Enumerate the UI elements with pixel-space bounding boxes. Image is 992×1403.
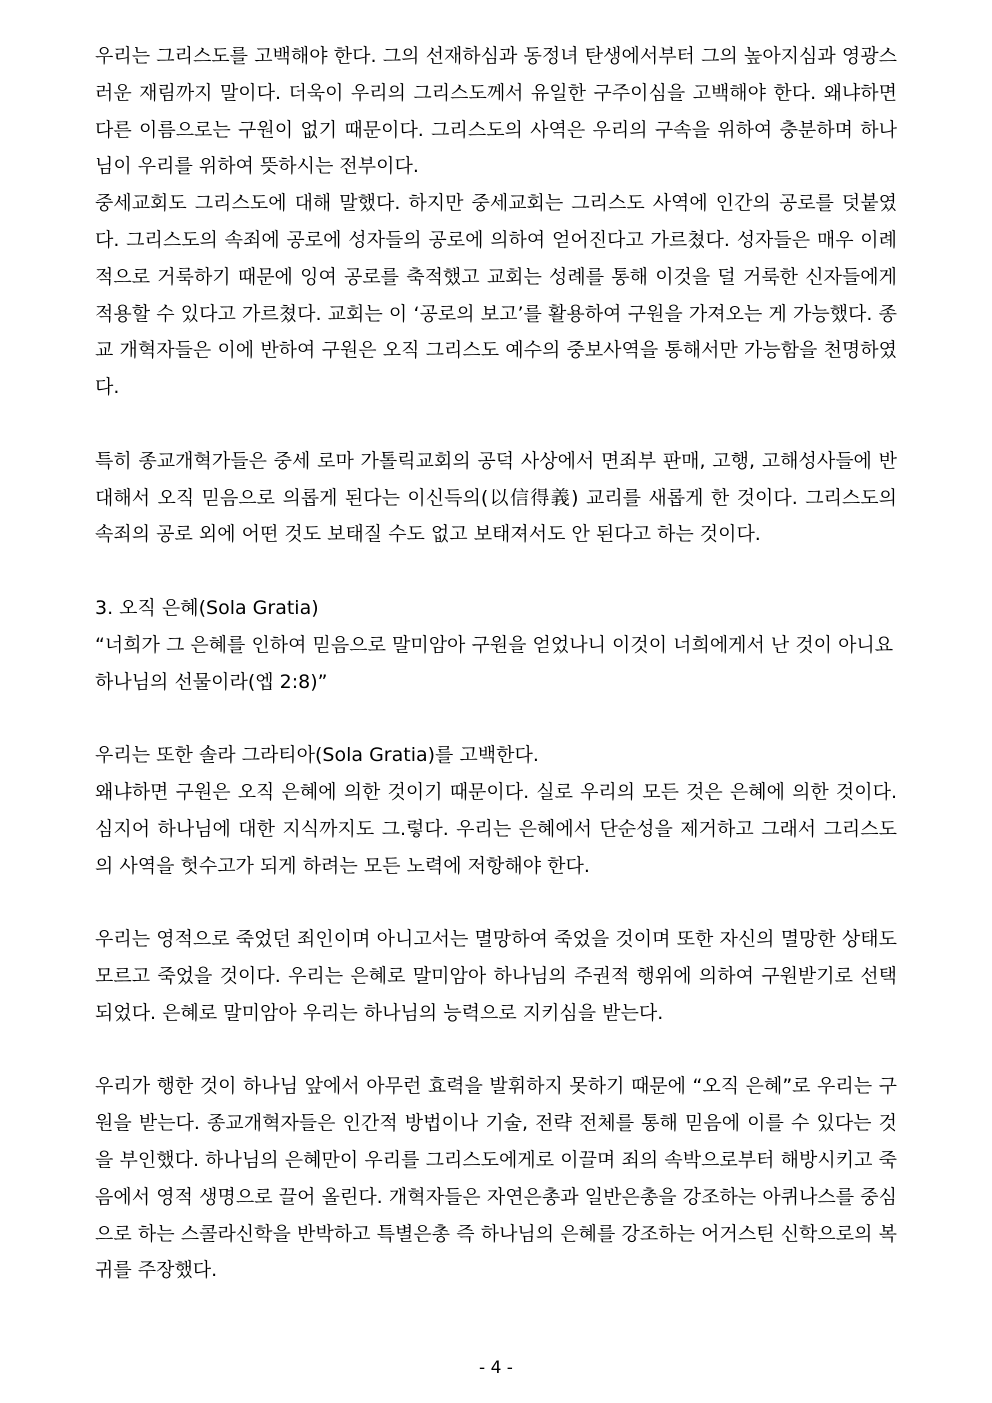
paragraph-medieval-church: 중세교회도 그리스도에 대해 말했다. 하지만 중세교회는 그리스도 사역에 인간의 공로를 덧붙였다. 그리스도의 속죄에 공로에 성자들의 공로에 의하여 얻어진다고 가르쳤다. 성자들은 매우 이례적으로 거룩하기 때문에 잉여 공로를 축적했고 교회는 성례를 통해 이것을 덜 거룩한 신자들에게 적용할 수 있다고 가르쳤다. 교회는 이 ‘공로의 보고’를 활용하여 구원을 가져오는 게 가능했다. 종교 개혁자들은 이에 반하여 구원은 오직 그리스도 예수의 중보사역을 통해서만 가능함을 천명하였다. (95, 192, 897, 399)
paragraph-spiritually-dead: 우리는 영적으로 죽었던 죄인이며 아니고서는 멸망하여 죽었을 것이며 또한 자신의 멸망한 상태도 모르고 죽었을 것이다. 우리는 은혜로 말미암아 하나님의 주권적 행위에 의하여 구원받기로 선택되었다. 은혜로 말미암아 우리는 하나님의 능력으로 지키심을 받는다. (95, 928, 897, 1024)
paragraph-grace-alone: 우리가 행한 것이 하나님 앞에서 아무런 효력을 발휘하지 못하기 때문에 “오직 은혜”로 우리는 구원을 받는다. 종교개혁자들은 인간적 방법이나 기술, 전략 전체를 통해 믿음에 이를 수 있다는 것을 부인했다. 하나님의 은혜만이 우리를 그리스도에게로 이끌며 죄의 속박으로부터 해방시키고 죽음에서 영적 생명으로 끌어 올린다. 개혁자들은 자연은총과 일반은총을 강조하는 아퀴나스를 중심으로 하는 스콜라신학을 반박하고 특별은총 즉 하나님의 은혜를 강조하는 어거스틴 신학으로의 복귀를 주장했다. (95, 1075, 897, 1282)
paragraph-confess-christ: 우리는 그리스도를 고백해야 한다. 그의 선재하심과 동정녀 탄생에서부터 그의 높아지심과 영광스러운 재림까지 말이다. 더욱이 우리의 그리스도께서 유일한 구주이심을 고백해야 한다. 왜냐하면 다른 이름으로는 구원이 없기 때문이다. 그리스도의 사역은 우리의 구속을 위하여 충분하며 하나님이 우리를 위하여 뜻하시는 전부이다. (95, 45, 897, 178)
section-heading: 3. 오직 은혜(Sola Gratia) (95, 596, 319, 619)
scripture-quote: “너희가 그 은혜를 인하여 믿음으로 말미암아 구원을 얻었나니 이것이 너희에게서 난 것이 아니요 하나님의 선물이라(엡 2:8)” (95, 633, 894, 693)
paragraph-reformers-justification: 특히 종교개혁가들은 중세 로마 가톨릭교회의 공덕 사상에서 면죄부 판매, 고행, 고해성사들에 반대해서 오직 믿음으로 의롭게 된다는 이신득의(以信得義) 교리를 새롭게 한 것이다. 그리스도의 속죄의 공로 외에 어떤 것도 보태질 수도 없고 보태져서도 안 된다고 하는 것이다. (95, 449, 897, 546)
paragraph-sola-gratia-confess: 우리는 또한 솔라 그라티아(Sola Gratia)를 고백한다. (95, 744, 539, 767)
document-body (95, 38, 897, 1289)
paragraph-grace-reason: 왜냐하면 구원은 오직 은혜에 의한 것이기 때문이다. 실로 우리의 모든 것은 은혜에 의한 것이다. 심지어 하나님에 대한 지식까지도 그.렇다. 우리는 은혜에서 단순성을 제거하고 그래서 그리스도의 사역을 헛수고가 되게 하려는 모든 노력에 저항해야 한다. (95, 780, 897, 877)
page-number: - 4 - (479, 1358, 513, 1378)
